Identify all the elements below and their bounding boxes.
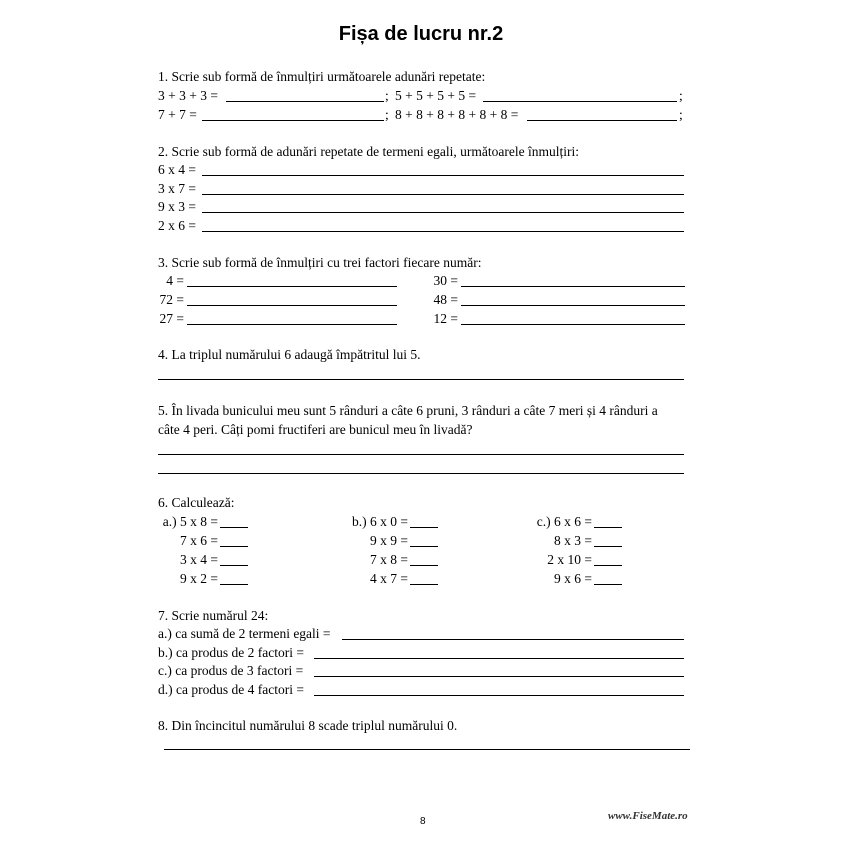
ex4-answer-line[interactable] [158,379,684,380]
ex5-answer-line[interactable] [158,473,684,474]
ex6-b-answer[interactable] [410,546,438,547]
ex2-item: 6 x 4 = [158,162,196,177]
ex6-heading: 6. Calculează: [158,495,235,510]
ex3-right-item: 12 = [433,311,458,326]
ex7-item-d: d.) ca produs de 4 factori = [158,682,304,697]
ex3-right-answer-line[interactable] [461,286,685,287]
ex6-b-answer[interactable] [410,565,438,566]
ex1-semicolon: ; [679,107,683,122]
ex1-item-b: 5 + 5 + 5 + 5 = [395,88,477,103]
ex3-right-item: 48 = [433,292,458,307]
ex8-answer-line[interactable] [164,749,690,750]
ex7-heading: 7. Scrie numărul 24: [158,608,269,623]
ex7-item-b: b.) ca produs de 2 factori = [158,645,304,660]
ex6-b-item: 9 x 9 = [370,533,408,548]
ex8-heading: 8. Din încincitul numărului 8 scade triplul numărului 0. [158,718,458,733]
ex1-item-c: 7 + 7 = [158,107,197,122]
ex5-line1: 5. În livada bunicului meu sunt 5 rânduri a câte 6 pruni, 3 rânduri a câte 7 meri și 4 rânduri a [158,403,658,418]
ex2-answer-line[interactable] [202,212,684,213]
ex7-answer-line-b[interactable] [314,658,684,659]
ex7-answer-line-d[interactable] [314,695,684,696]
ex6-c-answer[interactable] [594,527,622,528]
ex1-answer-line-b[interactable] [483,101,677,102]
page-title: Fișa de lucru nr.2 [338,23,504,45]
ex3-left-answer-line[interactable] [187,305,397,306]
ex1-semicolon: ; [679,88,683,103]
ex1-semicolon: ; [385,88,389,103]
ex3-right-answer-line[interactable] [461,324,685,325]
site-watermark: www.FiseMate.ro [608,810,688,822]
ex2-answer-line[interactable] [202,194,684,195]
ex6-b-item: b.) 6 x 0 = [352,514,408,529]
ex6-c-answer[interactable] [594,546,622,547]
ex6-b-answer[interactable] [410,584,438,585]
ex3-right-item: 30 = [433,273,458,288]
ex6-a-answer[interactable] [220,584,248,585]
ex6-c-item: c.) 6 x 6 = [536,514,592,529]
ex3-right-answer-line[interactable] [461,305,685,306]
page-number: 8 [420,816,426,827]
ex6-b-answer[interactable] [410,527,438,528]
ex6-a-answer[interactable] [220,527,248,528]
ex1-heading: 1. Scrie sub formă de înmulțiri următoarele adunări repetate: [158,69,486,84]
ex6-a-answer[interactable] [220,546,248,547]
ex6-a-answer[interactable] [220,565,248,566]
ex1-semicolon: ; [385,107,389,122]
ex7-item-c: c.) ca produs de 3 factori = [158,663,304,678]
ex2-answer-line[interactable] [202,231,684,232]
ex3-left-answer-line[interactable] [187,324,397,325]
ex1-answer-line-a[interactable] [226,101,384,102]
ex6-a-item: a.) 5 x 8 = [162,514,218,529]
ex1-answer-line-d[interactable] [527,120,677,121]
ex6-a-item: 7 x 6 = [180,533,218,548]
ex4-heading: 4. La triplul numărului 6 adaugă împătritul lui 5. [158,347,421,362]
ex5-line2: câte 4 peri. Câți pomi fructiferi are bunicul meu în livadă? [158,422,473,437]
ex6-c-item: 9 x 6 = [554,571,592,586]
ex3-left-item: 4 = [166,273,184,288]
ex2-answer-line[interactable] [202,175,684,176]
ex2-item: 2 x 6 = [158,218,196,233]
ex5-answer-line[interactable] [158,454,684,455]
ex7-answer-line-c[interactable] [314,676,684,677]
ex6-c-item: 2 x 10 = [547,552,592,567]
ex7-item-a: a.) ca sumă de 2 termeni egali = [158,626,331,641]
ex6-c-item: 8 x 3 = [554,533,592,548]
ex3-left-answer-line[interactable] [187,286,397,287]
ex3-left-item: 27 = [159,311,184,326]
ex1-item-a: 3 + 3 + 3 = [158,88,218,103]
ex2-item: 9 x 3 = [158,199,196,214]
ex2-item: 3 x 7 = [158,181,196,196]
ex1-answer-line-c[interactable] [202,120,384,121]
ex1-item-d: 8 + 8 + 8 + 8 + 8 + 8 = [395,107,519,122]
ex2-heading: 2. Scrie sub formă de adunări repetate de termeni egali, următoarele înmulțiri: [158,144,579,159]
ex7-answer-line-a[interactable] [342,639,684,640]
ex6-b-item: 4 x 7 = [370,571,408,586]
ex3-left-item: 72 = [159,292,184,307]
ex6-c-answer[interactable] [594,565,622,566]
ex3-heading: 3. Scrie sub formă de înmulțiri cu trei factori fiecare număr: [158,255,482,270]
ex6-b-item: 7 x 8 = [370,552,408,567]
ex6-a-item: 9 x 2 = [180,571,218,586]
ex6-c-answer[interactable] [594,584,622,585]
ex6-a-item: 3 x 4 = [180,552,218,567]
